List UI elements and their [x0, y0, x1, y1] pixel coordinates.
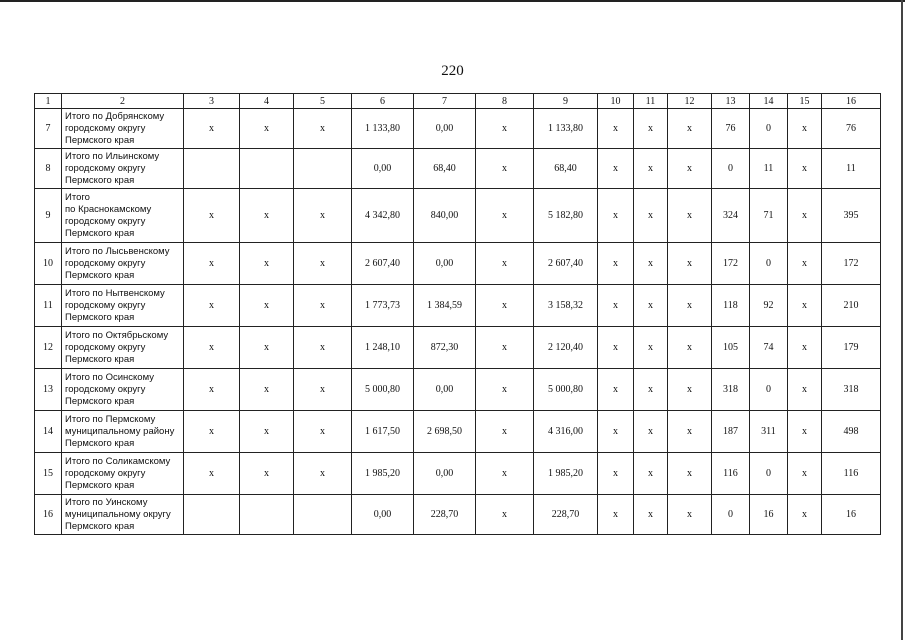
row-name-line: Итого по Соликамскому: [65, 455, 171, 467]
cell-col-14: 0: [750, 453, 788, 495]
column-header-13: 13: [712, 94, 750, 109]
cell-col-6: 4 342,80: [352, 189, 414, 243]
cell-col-7: 0,00: [414, 109, 476, 149]
row-name-line: Итого по Уинскому: [65, 496, 148, 508]
row-name-line: Пермского края: [65, 353, 135, 365]
row-name-line: городскому округу: [65, 341, 146, 353]
cell-col-3: x: [184, 453, 240, 495]
data-table: [34, 93, 881, 535]
cell-col-15: x: [788, 109, 822, 149]
cell-col-8: x: [476, 149, 534, 189]
cell-col-4: x: [240, 327, 294, 369]
cell-col-7: 1 384,59: [414, 285, 476, 327]
column-header-7: 7: [414, 94, 476, 109]
row-name-cell: [62, 285, 184, 327]
cell-col-3: x: [184, 411, 240, 453]
cell-col-13: 324: [712, 189, 750, 243]
cell-col-10: x: [598, 453, 634, 495]
cell-col-12: x: [668, 411, 712, 453]
column-header-9: 9: [534, 94, 598, 109]
top-border-line: [0, 0, 905, 2]
cell-col-12: x: [668, 369, 712, 411]
cell-col-16: 395: [822, 189, 881, 243]
row-name-line: Пермского края: [65, 134, 135, 146]
cell-col-6: 1 248,10: [352, 327, 414, 369]
cell-col-14: 16: [750, 495, 788, 535]
row-name-line: городскому округу: [65, 467, 146, 479]
cell-col-6: 5 000,80: [352, 369, 414, 411]
cell-col-10: x: [598, 243, 634, 285]
cell-col-12: x: [668, 495, 712, 535]
cell-col-9: 5 000,80: [534, 369, 598, 411]
cell-col-13: 105: [712, 327, 750, 369]
column-header-8: 8: [476, 94, 534, 109]
cell-col-13: 0: [712, 149, 750, 189]
cell-col-8: x: [476, 189, 534, 243]
cell-col-8: x: [476, 285, 534, 327]
column-header-5: 5: [294, 94, 352, 109]
table-row: [35, 149, 881, 189]
row-name-cell: [62, 327, 184, 369]
cell-col-3: x: [184, 109, 240, 149]
row-name-cell: [62, 243, 184, 285]
cell-col-14: 11: [750, 149, 788, 189]
cell-col-3: x: [184, 369, 240, 411]
cell-col-10: x: [598, 149, 634, 189]
cell-col-8: x: [476, 109, 534, 149]
cell-col-16: 498: [822, 411, 881, 453]
cell-col-9: 2 120,40: [534, 327, 598, 369]
cell-col-5: x: [294, 453, 352, 495]
cell-col-10: x: [598, 285, 634, 327]
cell-col-16: 172: [822, 243, 881, 285]
cell-col-4: x: [240, 369, 294, 411]
cell-col-16: 318: [822, 369, 881, 411]
table-row: [35, 495, 881, 535]
row-name-cell: [62, 149, 184, 189]
cell-col-4: x: [240, 243, 294, 285]
row-name-line: Пермского края: [65, 395, 135, 407]
cell-col-3: [184, 149, 240, 189]
column-header-15: 15: [788, 94, 822, 109]
cell-col-6: 1 617,50: [352, 411, 414, 453]
row-name-line: Итого: [65, 191, 90, 203]
cell-col-13: 116: [712, 453, 750, 495]
column-header-12: 12: [668, 94, 712, 109]
cell-col-3: x: [184, 285, 240, 327]
cell-col-9: 3 158,32: [534, 285, 598, 327]
right-border-line: [901, 0, 903, 640]
cell-col-4: [240, 149, 294, 189]
cell-col-12: x: [668, 285, 712, 327]
cell-col-13: 0: [712, 495, 750, 535]
cell-col-8: x: [476, 411, 534, 453]
row-name-line: городскому округу: [65, 122, 146, 134]
row-number-cell: 8: [35, 149, 62, 189]
cell-col-14: 311: [750, 411, 788, 453]
cell-col-5: x: [294, 411, 352, 453]
row-number-cell: 10: [35, 243, 62, 285]
cell-col-13: 172: [712, 243, 750, 285]
cell-col-5: [294, 149, 352, 189]
cell-col-8: x: [476, 243, 534, 285]
cell-col-9: 4 316,00: [534, 411, 598, 453]
cell-col-9: 68,40: [534, 149, 598, 189]
cell-col-11: x: [634, 369, 668, 411]
column-header-6: 6: [352, 94, 414, 109]
row-name-cell: [62, 369, 184, 411]
row-name-cell: [62, 495, 184, 535]
row-name-line: городскому округу: [65, 257, 146, 269]
row-number-cell: 13: [35, 369, 62, 411]
cell-col-13: 118: [712, 285, 750, 327]
header-row: [35, 94, 881, 109]
cell-col-5: [294, 495, 352, 535]
cell-col-6: 1 773,73: [352, 285, 414, 327]
table-row: [35, 109, 881, 149]
cell-col-7: 872,30: [414, 327, 476, 369]
row-number-cell: 12: [35, 327, 62, 369]
cell-col-16: 16: [822, 495, 881, 535]
cell-col-9: 1 985,20: [534, 453, 598, 495]
row-name-line: Итого по Ильинскому: [65, 150, 160, 162]
cell-col-7: 840,00: [414, 189, 476, 243]
cell-col-12: x: [668, 327, 712, 369]
row-name-line: Пермского края: [65, 437, 135, 449]
table-row: [35, 411, 881, 453]
cell-col-10: x: [598, 369, 634, 411]
row-name-line: муниципальному округу: [65, 508, 171, 520]
table-row: [35, 189, 881, 243]
cell-col-16: 76: [822, 109, 881, 149]
row-number-cell: 9: [35, 189, 62, 243]
cell-col-5: x: [294, 189, 352, 243]
row-number-cell: 11: [35, 285, 62, 327]
cell-col-16: 210: [822, 285, 881, 327]
cell-col-3: [184, 495, 240, 535]
row-name-cell: [62, 109, 184, 149]
cell-col-15: x: [788, 327, 822, 369]
row-number-cell: 7: [35, 109, 62, 149]
cell-col-11: x: [634, 411, 668, 453]
cell-col-11: x: [634, 243, 668, 285]
row-number-cell: 15: [35, 453, 62, 495]
row-name-line: муниципальному району: [65, 425, 175, 437]
cell-col-9: 228,70: [534, 495, 598, 535]
cell-col-15: x: [788, 411, 822, 453]
row-name-line: Пермского края: [65, 520, 135, 532]
row-name-line: Итого по Лысьвенскому: [65, 245, 170, 257]
cell-col-6: 0,00: [352, 495, 414, 535]
table-row: [35, 243, 881, 285]
cell-col-15: x: [788, 285, 822, 327]
cell-col-16: 179: [822, 327, 881, 369]
cell-col-11: x: [634, 453, 668, 495]
cell-col-7: 0,00: [414, 453, 476, 495]
cell-col-5: x: [294, 285, 352, 327]
cell-col-7: 68,40: [414, 149, 476, 189]
cell-col-5: x: [294, 369, 352, 411]
row-name-line: Пермского края: [65, 479, 135, 491]
column-header-10: 10: [598, 94, 634, 109]
cell-col-6: 1 133,80: [352, 109, 414, 149]
cell-col-7: 228,70: [414, 495, 476, 535]
cell-col-13: 318: [712, 369, 750, 411]
column-header-3: 3: [184, 94, 240, 109]
row-name-line: городскому округу: [65, 383, 146, 395]
cell-col-9: 1 133,80: [534, 109, 598, 149]
cell-col-7: 0,00: [414, 369, 476, 411]
cell-col-4: x: [240, 189, 294, 243]
cell-col-11: x: [634, 189, 668, 243]
cell-col-15: x: [788, 149, 822, 189]
column-header-11: 11: [634, 94, 668, 109]
cell-col-4: [240, 495, 294, 535]
column-header-1: 1: [35, 94, 62, 109]
cell-col-14: 0: [750, 243, 788, 285]
cell-col-11: x: [634, 149, 668, 189]
cell-col-11: x: [634, 285, 668, 327]
table-row: [35, 327, 881, 369]
cell-col-15: x: [788, 243, 822, 285]
cell-col-14: 0: [750, 369, 788, 411]
row-name-line: Пермского края: [65, 227, 135, 239]
cell-col-7: 2 698,50: [414, 411, 476, 453]
cell-col-12: x: [668, 109, 712, 149]
cell-col-10: x: [598, 327, 634, 369]
cell-col-4: x: [240, 453, 294, 495]
cell-col-5: x: [294, 109, 352, 149]
cell-col-6: 0,00: [352, 149, 414, 189]
row-name-cell: [62, 189, 184, 243]
cell-col-5: x: [294, 327, 352, 369]
cell-col-3: x: [184, 243, 240, 285]
cell-col-4: x: [240, 411, 294, 453]
cell-col-10: x: [598, 495, 634, 535]
column-header-4: 4: [240, 94, 294, 109]
cell-col-15: x: [788, 369, 822, 411]
cell-col-15: x: [788, 189, 822, 243]
cell-col-11: x: [634, 327, 668, 369]
row-name-line: Итого по Нытвенскому: [65, 287, 165, 299]
cell-col-10: x: [598, 189, 634, 243]
cell-col-8: x: [476, 453, 534, 495]
cell-col-12: x: [668, 149, 712, 189]
cell-col-13: 187: [712, 411, 750, 453]
cell-col-4: x: [240, 285, 294, 327]
cell-col-3: x: [184, 189, 240, 243]
row-name-line: городскому округу: [65, 215, 146, 227]
cell-col-12: x: [668, 243, 712, 285]
cell-col-10: x: [598, 109, 634, 149]
row-number-cell: 16: [35, 495, 62, 535]
cell-col-6: 2 607,40: [352, 243, 414, 285]
row-name-line: Итого по Пермскому: [65, 413, 156, 425]
row-name-line: Пермского края: [65, 174, 135, 186]
cell-col-14: 71: [750, 189, 788, 243]
row-name-cell: [62, 411, 184, 453]
cell-col-16: 11: [822, 149, 881, 189]
cell-col-14: 0: [750, 109, 788, 149]
cell-col-16: 116: [822, 453, 881, 495]
cell-col-8: x: [476, 495, 534, 535]
row-name-line: городскому округу: [65, 162, 146, 174]
cell-col-10: x: [598, 411, 634, 453]
cell-col-12: x: [668, 453, 712, 495]
cell-col-7: 0,00: [414, 243, 476, 285]
row-name-line: Итого по Октябрьскому: [65, 329, 169, 341]
table-row: [35, 369, 881, 411]
column-header-16: 16: [822, 94, 881, 109]
row-number-cell: 14: [35, 411, 62, 453]
cell-col-13: 76: [712, 109, 750, 149]
page-number: 220: [441, 63, 464, 79]
table-body: [35, 109, 881, 535]
cell-col-3: x: [184, 327, 240, 369]
row-name-line: Пермского края: [65, 269, 135, 281]
cell-col-14: 74: [750, 327, 788, 369]
row-name-line: Пермского края: [65, 311, 135, 323]
cell-col-9: 5 182,80: [534, 189, 598, 243]
cell-col-11: x: [634, 495, 668, 535]
row-name-line: Итого по Осинскому: [65, 371, 154, 383]
cell-col-8: x: [476, 327, 534, 369]
cell-col-12: x: [668, 189, 712, 243]
cell-col-11: x: [634, 109, 668, 149]
cell-col-5: x: [294, 243, 352, 285]
cell-col-4: x: [240, 109, 294, 149]
cell-col-15: x: [788, 453, 822, 495]
column-header-2: 2: [62, 94, 184, 109]
row-name-cell: [62, 453, 184, 495]
row-name-line: по Краснокамскому: [65, 203, 152, 215]
table-row: [35, 285, 881, 327]
cell-col-14: 92: [750, 285, 788, 327]
column-header-14: 14: [750, 94, 788, 109]
cell-col-8: x: [476, 369, 534, 411]
cell-col-6: 1 985,20: [352, 453, 414, 495]
cell-col-15: x: [788, 495, 822, 535]
table-row: [35, 453, 881, 495]
row-name-line: городскому округу: [65, 299, 146, 311]
cell-col-9: 2 607,40: [534, 243, 598, 285]
row-name-line: Итого по Добрянскому: [65, 110, 165, 122]
